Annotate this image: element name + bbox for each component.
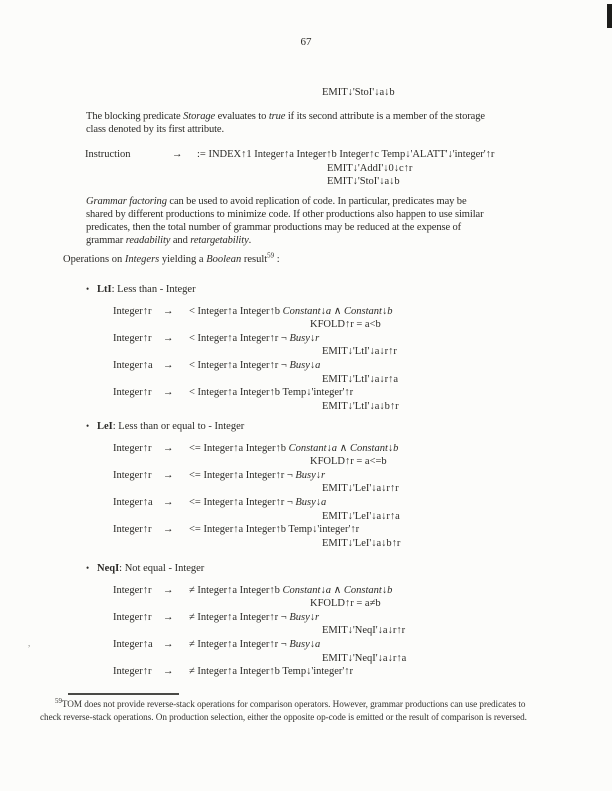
production-rows [113, 584, 406, 679]
arrow-icon: → [163, 666, 174, 678]
kfold-line: KFOLD↑r = a≠b [310, 598, 381, 610]
text-segment: 59 [267, 251, 275, 260]
kfold-line: KFOLD↑r = a<=b [310, 456, 387, 468]
arrow-icon: → [172, 149, 183, 160]
text-segment: The blocking predicate [86, 111, 184, 122]
production-rhs [189, 585, 392, 596]
section-lti [86, 283, 399, 413]
text-segment: and [170, 235, 191, 246]
text-line [86, 110, 485, 123]
arrow-icon: → [163, 584, 174, 596]
production-rhs [189, 666, 353, 677]
text-segment: ≠ Integer↑a Integer↑b Temp↓'integer'↑r [189, 666, 354, 678]
text-segment: Boolean [206, 254, 242, 265]
text-segment: ≠ Integer↑a Integer↑r ¬ [189, 611, 290, 623]
text-segment: Grammar factoring [86, 196, 167, 207]
kfold-line: KFOLD↑r = a<b [310, 319, 381, 331]
production-rows [113, 305, 399, 414]
arrow-icon: → [163, 442, 174, 454]
text-segment: Constant↓b [344, 305, 393, 317]
production-rhs: := INDEX↑1 Integer↑a Integer↑b Integer↑c Temp↓'ALATT'↓'integer'↑r [197, 149, 495, 160]
text-line [86, 195, 483, 208]
production-lhs: Integer↑a [113, 638, 153, 650]
production-line [85, 148, 494, 162]
footnote [40, 698, 570, 724]
text-segment: <= Integer↑a Integer↑b Temp↓'integer'↑r [189, 524, 360, 536]
text-segment: can be used to avoid replication of code. In particular, predicates may be [166, 196, 467, 207]
arrow-icon: → [163, 332, 174, 344]
emit-line: EMIT↓'LeI'↓a↓r↑r [322, 483, 399, 495]
text-segment: Busy↓r [295, 469, 326, 481]
scan-speck-artifact: , [28, 638, 31, 648]
production-line [113, 638, 406, 652]
production-rhs [189, 306, 392, 317]
text-segment: shared by different productions to minimize code. If other productions also happen to use similar [86, 209, 484, 220]
instruction-production [85, 148, 494, 189]
page-number: 67 [300, 36, 312, 48]
text-line [86, 221, 483, 234]
text-segment: Operations on [63, 254, 125, 265]
text-segment: Busy↓a [289, 638, 321, 650]
text-segment: Constant↓b [349, 442, 399, 454]
text-segment: <= Integer↑a Integer↑r ¬ [189, 469, 296, 481]
bullet-icon: • [86, 563, 90, 573]
production-lhs: Integer↑r [113, 387, 152, 399]
text-segment: Constant↓a [282, 584, 331, 596]
text-segment: ≠ Integer↑a Integer↑r ¬ [189, 638, 290, 650]
text-segment: < Integer↑a Integer↑b [189, 305, 283, 317]
production-lhs: Integer↑r [113, 442, 152, 454]
production-rhs [189, 387, 353, 398]
production-line [113, 386, 399, 400]
emit-line: EMIT↓'NeqI'↓a↓r↑a [322, 652, 407, 664]
arrow-icon: → [163, 305, 174, 317]
arrow-icon: → [163, 469, 174, 481]
production-lhs: Integer↑r [113, 469, 152, 481]
production-lhs: Integer↑r [113, 332, 152, 344]
text-segment: Integers [124, 254, 160, 265]
arrow-icon: → [163, 611, 174, 623]
operator-name: LtI [97, 284, 112, 295]
text-segment: Busy↓a [295, 496, 327, 508]
text-segment: Storage [183, 111, 216, 122]
production-lhs: Integer↑r [113, 524, 152, 536]
production-line [113, 584, 406, 598]
production-rhs [189, 470, 325, 481]
text-segment: result [241, 254, 268, 265]
text-segment: < Integer↑a Integer↑r ¬ [189, 332, 290, 344]
text-segment: ≠ Integer↑a Integer↑b [189, 584, 283, 596]
operator-name: LeI [97, 421, 113, 432]
text-segment: yielding a [159, 254, 207, 265]
text-segment: Constant↓a [288, 442, 338, 454]
text-segment: Busy↓r [289, 611, 320, 623]
production-line [113, 442, 400, 456]
production-line [113, 611, 406, 625]
production-rows [113, 442, 400, 551]
production-lhs: Integer↑r [113, 611, 152, 623]
text-line [86, 234, 483, 247]
production-line [113, 305, 399, 319]
arrow-icon: → [163, 496, 174, 508]
footnote-rule [68, 693, 179, 695]
footnote-line: check reverse-stack operations. On production selection, either the opposite op-code is emitted or the result of comparison is reversed. [40, 712, 527, 722]
operator-title: : Less than or equal to - Integer [112, 421, 245, 432]
emit-line: EMIT↓'StoI'↓a↓b [327, 176, 400, 187]
arrow-icon: → [163, 359, 174, 371]
text-segment: if its second attribute is a member of the storage [285, 111, 485, 122]
paragraph-blocking-predicate [86, 110, 485, 136]
production-lhs: Instruction [85, 149, 131, 160]
production-lhs: Integer↑a [113, 496, 153, 508]
production-lhs: Integer↑r [113, 666, 152, 678]
text-segment: < Integer↑a Integer↑r ¬ [189, 359, 290, 371]
production-lhs: Integer↑r [113, 305, 152, 317]
production-line [113, 523, 400, 537]
production-rhs [189, 360, 320, 371]
text-segment: evaluates to [215, 111, 269, 122]
production-rhs [189, 639, 320, 650]
emit-line: EMIT↓'LtI'↓a↓r↑r [322, 346, 397, 358]
paragraph-grammar-factoring [86, 195, 483, 247]
bullet-icon: • [86, 421, 90, 431]
production-line [113, 332, 399, 346]
text-segment: : [274, 254, 280, 265]
section-lei [86, 420, 400, 550]
operator-title: : Not equal - Integer [119, 563, 205, 574]
text-segment: grammar [86, 235, 126, 246]
operations-heading [63, 251, 280, 265]
footnote-number: 59 [55, 696, 62, 705]
text-segment: <= Integer↑a Integer↑b [189, 442, 289, 454]
text-segment: Constant↓b [343, 584, 393, 596]
arrow-icon: → [163, 638, 174, 650]
text-segment: ∧ [330, 584, 344, 596]
emit-continuation-line: EMIT↓'StoI'↓a↓b [322, 87, 395, 98]
emit-line: EMIT↓'LeI'↓a↓b↑r [322, 537, 401, 549]
emit-line: EMIT↓'AddI'↓0↓c↑r [327, 162, 413, 174]
emit-line: EMIT↓'NeqI'↓a↓r↑r [322, 625, 406, 637]
emit-line: EMIT↓'LeI'↓a↓r↑a [322, 510, 400, 522]
section-neqi [86, 562, 406, 679]
production-rhs [189, 497, 326, 508]
production-line [113, 359, 399, 373]
text-segment: readability [125, 235, 171, 246]
text-segment: retargetability [190, 235, 249, 246]
text-segment: ∧ [337, 442, 350, 454]
text-segment: < Integer↑a Integer↑b Temp↓'integer'↑r [189, 387, 354, 399]
production-rhs [189, 333, 319, 344]
production-rhs [189, 524, 359, 535]
bullet-heading [86, 420, 400, 434]
production-line [113, 665, 406, 679]
footnote-line: $^{59}$TOM does not provide reverse-stack operations for comparison operators. However, grammar productions can use predicates to [55, 696, 526, 709]
text-segment: <= Integer↑a Integer↑r ¬ [189, 496, 296, 508]
text-segment: true [268, 111, 286, 122]
text-segment: Busy↓r [289, 332, 320, 344]
production-lhs: Integer↑a [113, 359, 153, 371]
emit-line: EMIT↓'LtI'↓a↓b↑r [322, 400, 399, 412]
operator-title: : Less than - Integer [111, 284, 196, 295]
production-rhs [189, 612, 319, 623]
text-segment: class denoted by its first attribute. [86, 124, 225, 135]
bullet-icon: • [86, 284, 90, 294]
text-segment: Busy↓a [289, 359, 321, 371]
arrow-icon: → [163, 524, 174, 536]
production-line [113, 469, 400, 483]
text-line [86, 208, 483, 221]
text-segment: ∧ [331, 305, 345, 317]
scan-edge-artifact [607, 4, 612, 28]
production-line [113, 496, 400, 510]
arrow-icon: → [163, 387, 174, 399]
production-rhs [189, 443, 398, 454]
text-segment: . [248, 235, 252, 246]
operator-name: NeqI [97, 563, 120, 574]
emit-line: EMIT↓'LtI'↓a↓r↑a [322, 373, 399, 385]
text-line [86, 123, 485, 136]
text-segment: predicates, then the total number of grammar productions may be reduced at the expense of [86, 222, 462, 233]
bullet-heading [86, 283, 399, 297]
bullet-heading [86, 562, 406, 576]
production-lhs: Integer↑r [113, 584, 152, 596]
text-segment: Constant↓a [282, 305, 332, 317]
